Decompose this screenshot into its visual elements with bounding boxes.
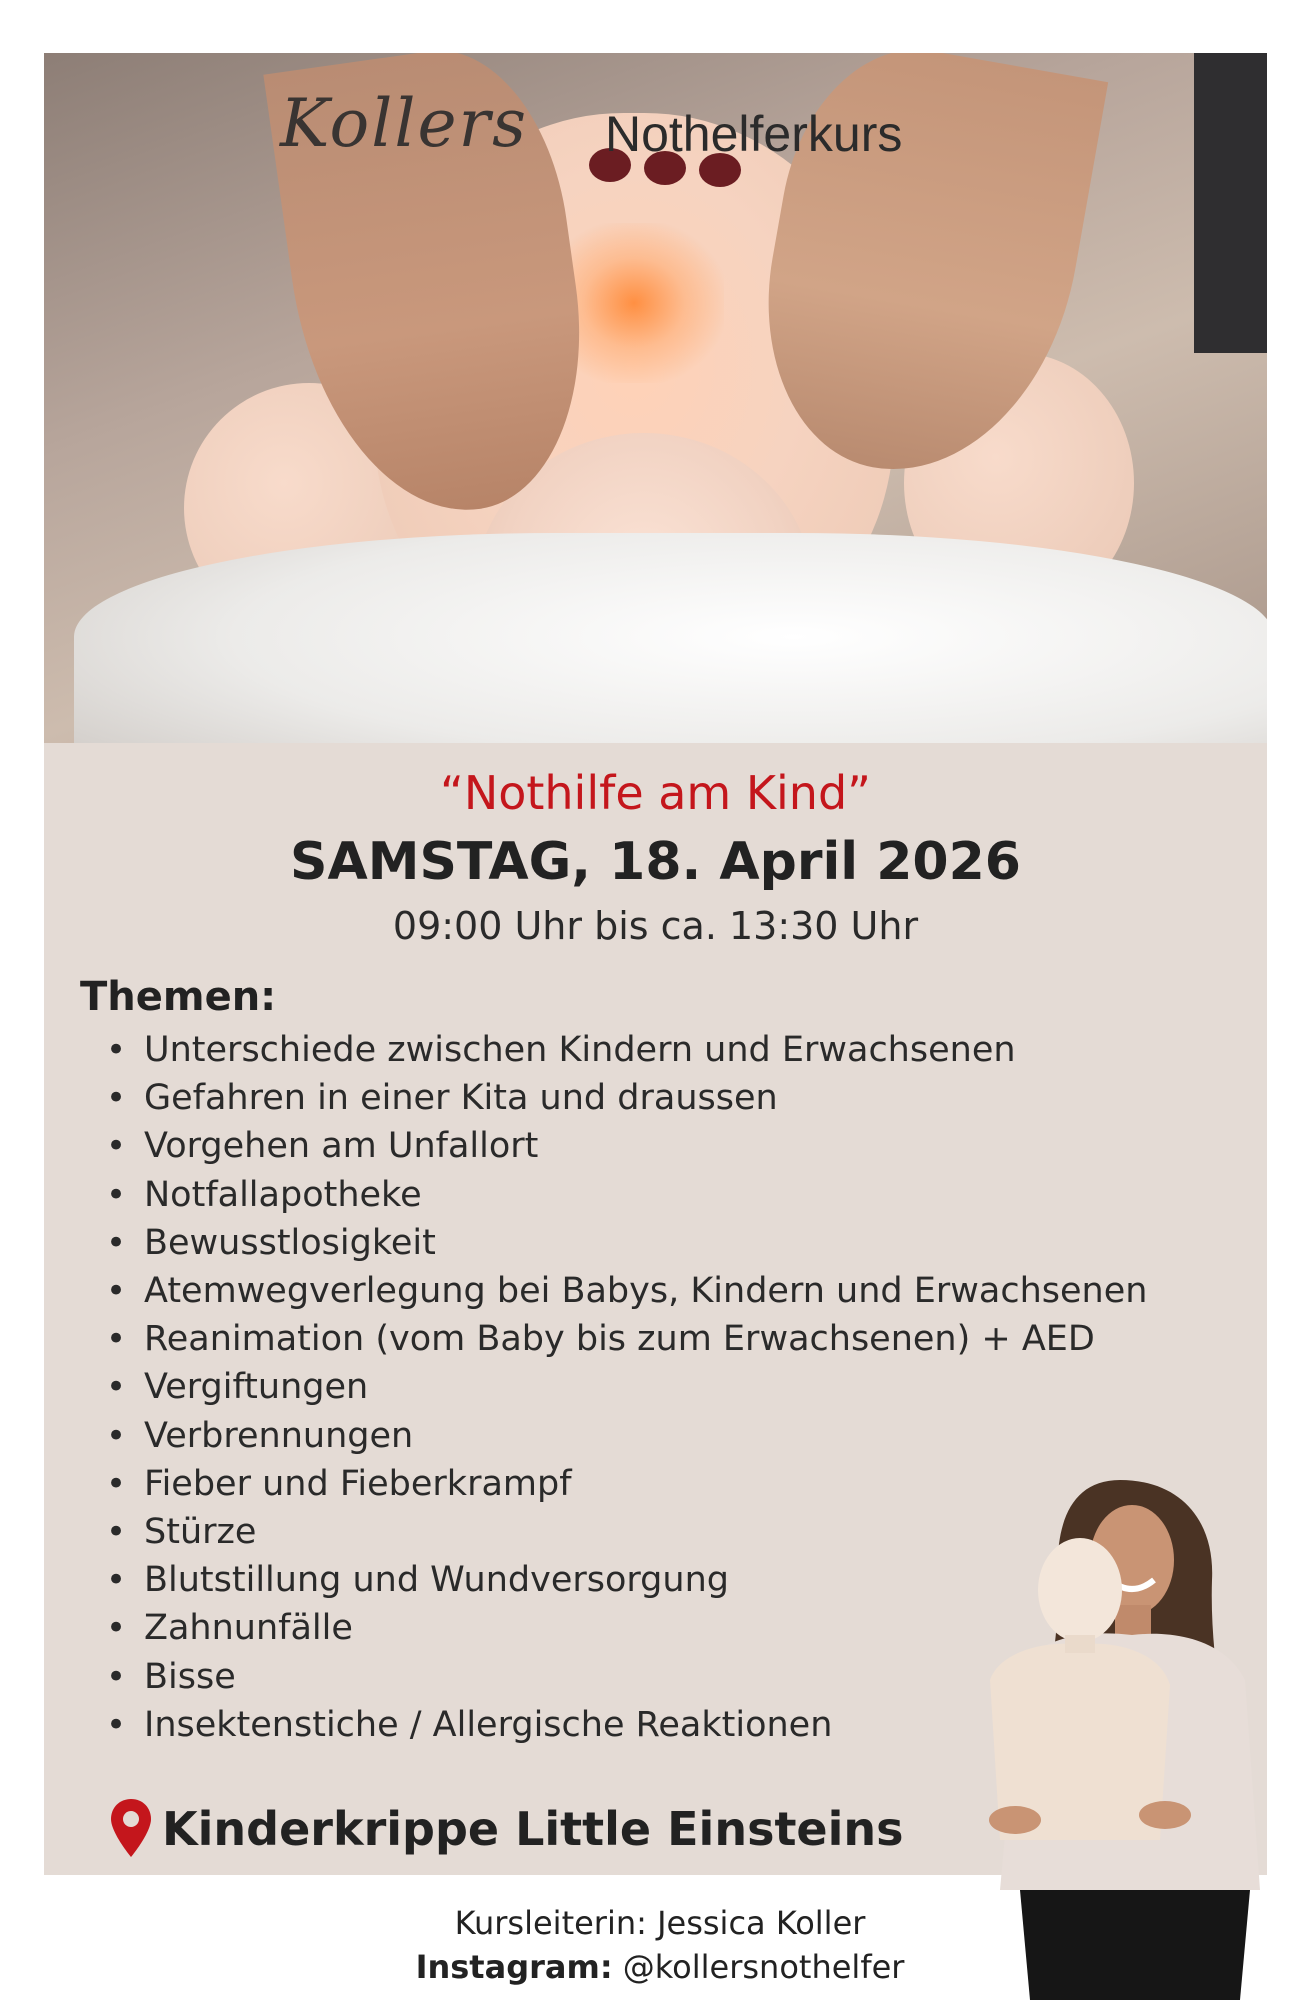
brand-logo bbox=[280, 85, 1000, 175]
list-item: • Gefahren in einer Kita und draussen bbox=[98, 1074, 1147, 1122]
list-item: • Reanimation (vom Baby bis zum Erwachsenen) + AED bbox=[98, 1315, 1147, 1363]
course-title: “Nothilfe am Kind” bbox=[439, 766, 871, 820]
instructor-name: Kursleiterin: Jessica Koller bbox=[454, 1904, 866, 1942]
map-pin-icon bbox=[108, 1797, 154, 1861]
brand-script: Kollers bbox=[280, 85, 528, 162]
list-item: • Insektenstiche / Allergische Reaktionen bbox=[98, 1701, 1147, 1749]
list-item: • Fieber und Fieberkrampf bbox=[98, 1460, 1147, 1508]
instagram-handle: @kollersnothelfer bbox=[622, 1948, 905, 1986]
instagram-line bbox=[360, 1948, 960, 1986]
location-name: Kinderkrippe Little Einsteins bbox=[162, 1802, 904, 1856]
list-item: • Zahnunfälle bbox=[98, 1604, 1147, 1652]
course-time: 09:00 Uhr bis ca. 13:30 Uhr bbox=[392, 904, 919, 948]
brand-name: Nothelferkurs bbox=[605, 106, 903, 162]
list-item: • Vergiftungen bbox=[98, 1363, 1147, 1411]
list-item: • Vorgehen am Unfallort bbox=[98, 1122, 1147, 1170]
list-item: • Bisse bbox=[98, 1653, 1147, 1701]
list-item: • Bewusstlosigkeit bbox=[98, 1219, 1147, 1267]
list-item: • Atemwegverlegung bei Babys, Kindern und Erwachsenen bbox=[98, 1267, 1147, 1315]
list-item: • Stürze bbox=[98, 1508, 1147, 1556]
topics-heading: Themen: bbox=[80, 974, 277, 1020]
location bbox=[108, 1794, 904, 1864]
list-item: • Verbrennungen bbox=[98, 1412, 1147, 1460]
instructor-photo-with-cpr-manikin bbox=[960, 1470, 1300, 2000]
course-date: SAMSTAG, 18. April 2026 bbox=[290, 832, 1021, 892]
list-item: • Blutstillung und Wundversorgung bbox=[98, 1556, 1147, 1604]
list-item: • Notfallapotheke bbox=[98, 1171, 1147, 1219]
list-item: • Unterschiede zwischen Kindern und Erwachsenen bbox=[98, 1026, 1147, 1074]
instagram-label: Instagram: bbox=[415, 1948, 613, 1986]
